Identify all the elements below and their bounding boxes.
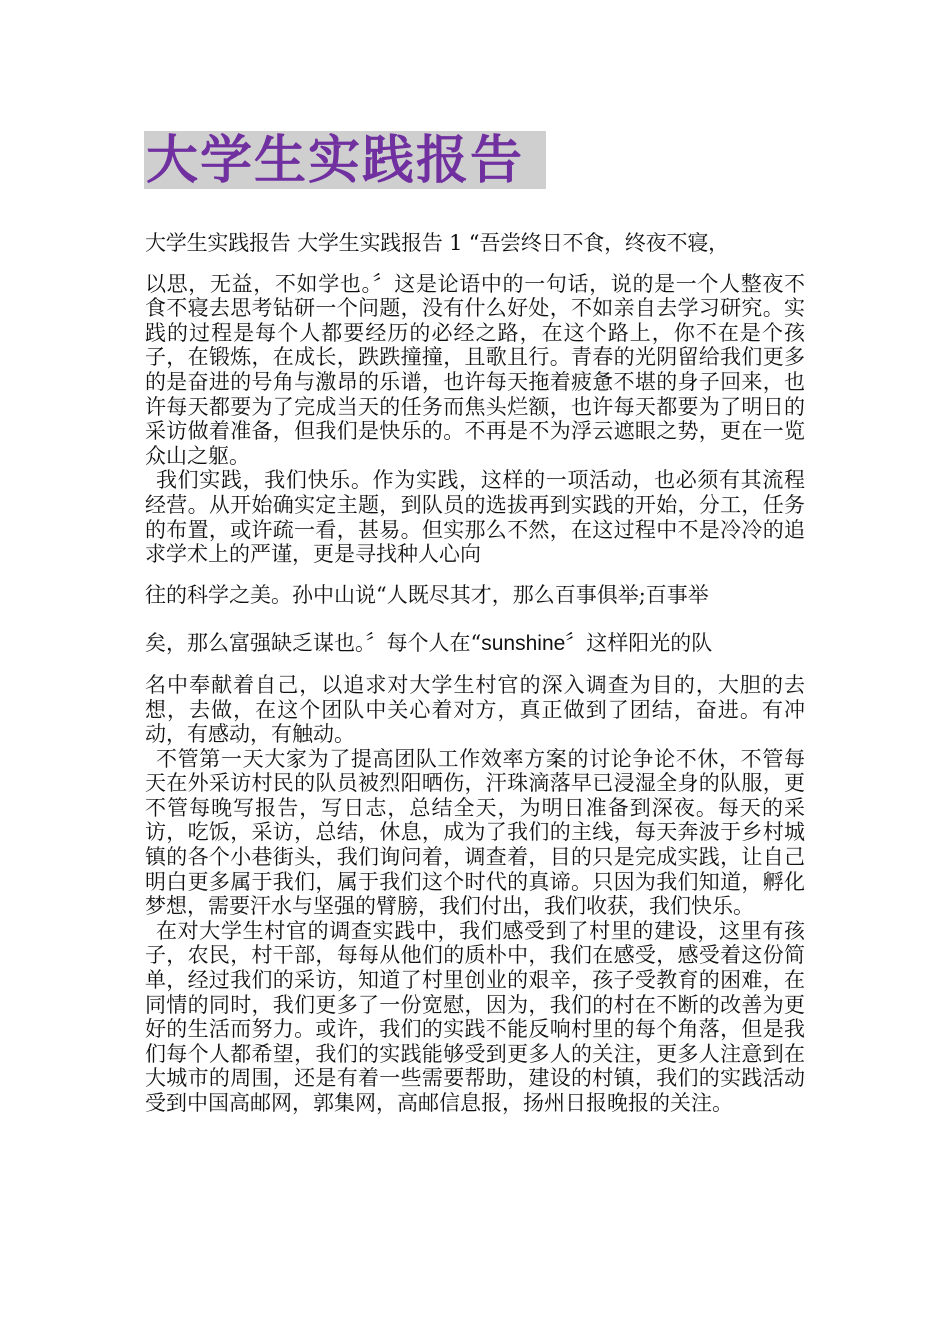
paragraph-2-line-2: 往的科学之美。孙中山说“人既尽其才，那么百事俱举;百事举: [145, 582, 709, 607]
paragraph-2-line-3-suffix: 〞这样阳光的队: [565, 631, 713, 656]
paragraph-2-line-3: [145, 631, 805, 657]
paragraph-2-line-1: 我们实践，我们快乐。作为实践，这样的一项活动，也必须有其流程经营。从开始确实定主题，到队员的选拔再到实践的开始，分工，任务的布置，或许疏一看，甚易。但实那么不然，在这过程中不是冷冷的追求学术上的严谨，更是寻找种人心向: [145, 468, 805, 567]
paragraph-2-line-4: 名中奉献着自己，以追求对大学生村官的深入调查为目的，大胆的去想，去做，在这个团队中关心着对方，真正做到了团结，奋进。有冲动，有感动，有触动。: [145, 672, 805, 747]
paragraph-2: [145, 468, 805, 746]
paragraph-3: 不管第一天大家为了提高团队工作效率方案的讨论争论不休，不管每天在外采访村民的队员被烈阳晒伤，汗珠滴落早已浸湿全身的队服，更不管每晚写报告，写日志，总结全天，为明日准备到深夜。每天的采访，吃饭，采访，总结，休息，成为了我们的主线，每天奔波于乡村城镇的各个小巷街头，我们询问着，调查着，目的只是完成实践，让自己明白更多属于我们，属于我们这个时代的真谛。只因为我们知道，孵化梦想，需要汗水与坚强的臂膀，我们付出，我们收获，我们快乐。: [145, 746, 805, 919]
paragraph-2-line-3-prefix: 矣，那么富强缺乏谋也。〞每个人在“: [145, 631, 482, 656]
paragraph-1-line-2: 以思，无益，不如学也。〞这是论语中的一句话，说的是一个人整夜不食不寝去思考钻研一个问题，没有什么好处，不如亲自去学习研究。实践的过程是每个人都要经历的必经之路，在这个路上，你不在是个孩子，在锻炼，在成长，跌跌撞撞，且歌且行。青春的光阴留给我们更多的是奋进的号角与激昂的乐谱，也许每天拖着疲惫不堪的身子回来，也许每天都要为了完成当天的任务而焦头烂额，也许每天都要为了明日的采访做着准备，但我们是快乐的。不再是不为浮云遮眼之势，更在一览众山之躯。: [145, 271, 805, 468]
sunshine-word: sunshine: [481, 632, 566, 656]
document-title: 大学生实践报告: [146, 131, 525, 191]
paragraph-1-line-1: 大学生实践报告 大学生实践报告 1 “吾尝终日不食，终夜不寝，: [145, 231, 729, 255]
title-highlight: [144, 131, 546, 189]
document-body: [145, 231, 805, 1116]
paragraph-4: 在对大学生村官的调查实践中，我们感受到了村里的建设，这里有孩子，农民，村干部，每每从他们的质朴中，我们在感受，感受着这份简单，经过我们的采访，知道了村里创业的艰辛，孩子受教育的困难，在同情的同时，我们更多了一份宽慰，因为，我们的村在不断的改善为更好的生活而努力。或许，我们的实践不能反响村里的每个角落，但是我们每个人都希望，我们的实践能够受到更多人的关注，更多人注意到在大城市的周围，还是有着一些需要帮助，建设的村镇，我们的实践活动受到中国高邮网，郭集网，高邮信息报，扬州日报晚报的关注。: [145, 918, 805, 1115]
paragraph-1: [145, 231, 805, 468]
